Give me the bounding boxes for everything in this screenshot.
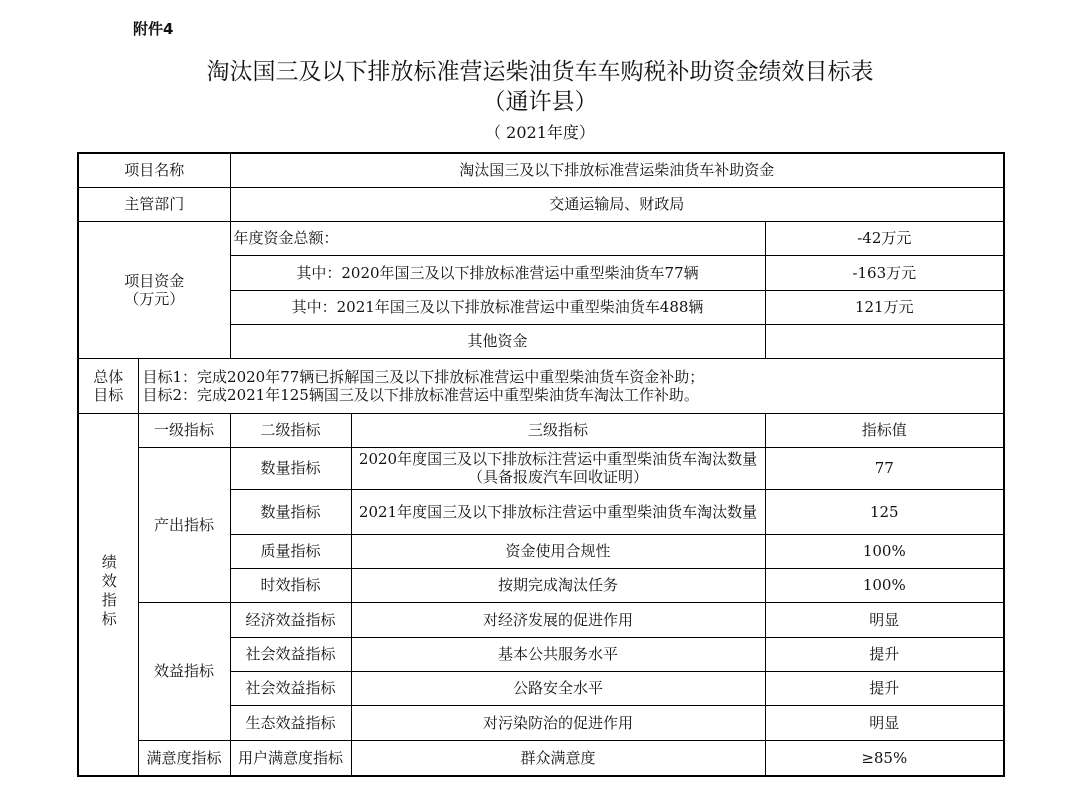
header-level3: 三级指标 [351,413,765,447]
satisfaction-indicator-label: 满意度指标 [138,740,230,776]
indicator-level3: 对经济发展的促进作用 [351,602,765,637]
indicator-level3: 基本公共服务水平 [351,637,765,671]
indicator-level3 [351,447,765,489]
indicator-row [78,447,1004,489]
funds-item: 年度资金总额： [230,221,765,255]
funds-amount [765,324,1004,358]
project-name-label: 项目名称 [78,153,230,187]
indicator-value: 提升 [765,671,1004,705]
indicator-value: ≥85% [765,740,1004,776]
funds-label-line: 项目资金 [124,271,185,290]
funds-item: 其他资金 [230,324,765,358]
indicator-level3: 按期完成淘汰任务 [351,568,765,602]
performance-target-table [77,152,1005,777]
indicator-level2: 质量指标 [230,534,351,568]
indicator-level2: 生态效益指标 [230,705,351,740]
funds-item: 其中：2021年国三及以下排放标准营运中重型柴油货车488辆 [230,290,765,324]
department-row [78,187,1004,221]
indicator-level3: 公路安全水平 [351,671,765,705]
indicator-value: 100% [765,534,1004,568]
indicator-level2: 时效指标 [230,568,351,602]
indicator-level3: 2021年度国三及以下排放标注营运中重型柴油货车淘汰数量 [351,489,765,534]
overall-goal-label-line: 目标 [93,385,124,404]
department-label: 主管部门 [78,187,230,221]
funds-amount: -163万元 [765,255,1004,290]
indicator-level2: 经济效益指标 [230,602,351,637]
fiscal-year: （ 2021年度） [485,123,595,142]
overall-goal-text [138,358,1004,413]
overall-goal-row [78,358,1004,413]
indicator-level2: 社会效益指标 [230,671,351,705]
header-level1: 一级指标 [138,413,230,447]
indicator-value: 100% [765,568,1004,602]
performance-indicators-label-text: 绩效指标 [99,554,118,631]
indicator-level3: 群众满意度 [351,740,765,776]
indicator-level3-note: （具备报废汽车回收证明） [468,468,649,486]
indicator-value: 125 [765,489,1004,534]
indicator-header-row [78,413,1004,447]
indicator-row [78,602,1004,637]
indicator-level2: 社会效益指标 [230,637,351,671]
indicator-level3: 对污染防治的促进作用 [351,705,765,740]
indicator-row [78,740,1004,776]
header-level2: 二级指标 [230,413,351,447]
overall-goal-label [78,358,138,413]
project-name-row [78,153,1004,187]
attachment-label: 附件4 [133,20,174,38]
overall-goal-label-line: 总体 [93,367,124,386]
funds-amount: 121万元 [765,290,1004,324]
indicator-level2: 数量指标 [230,489,351,534]
funds-label-unit: （万元） [124,289,185,308]
funds-item: 其中：2020年国三及以下排放标准营运中重型柴油货车77辆 [230,255,765,290]
benefit-indicator-label: 效益指标 [138,602,230,740]
funds-amount: -42万元 [765,221,1004,255]
indicator-value: 明显 [765,705,1004,740]
performance-indicators-label [78,413,138,776]
document-subtitle: （通许县） [482,89,598,115]
goal-item: 目标1：完成2020年77辆已拆解国三及以下排放标准营运中重型柴油货车资金补助； [142,367,705,386]
project-name-value: 淘汰国三及以下排放标准营运柴油货车补助资金 [230,153,1004,187]
indicator-value: 明显 [765,602,1004,637]
indicator-level3-text: 2020年度国三及以下排放标注营运中重型柴油货车淘汰数量 [358,450,758,468]
funds-label [78,221,230,358]
indicator-level2: 用户满意度指标 [230,740,351,776]
indicator-value: 提升 [765,637,1004,671]
document-title: 淘汰国三及以下排放标准营运柴油货车车购税补助资金绩效目标表 [206,59,874,85]
header-value: 指标值 [765,413,1004,447]
goal-item: 目标2：完成2021年125辆国三及以下排放标准营运中重型柴油货车淘汰工作补助。 [142,385,699,404]
indicator-level2: 数量指标 [230,447,351,489]
indicator-value: 77 [765,447,1004,489]
indicator-level3: 资金使用合规性 [351,534,765,568]
funds-row [78,221,1004,255]
department-value: 交通运输局、财政局 [230,187,1004,221]
output-indicator-label: 产出指标 [138,447,230,602]
